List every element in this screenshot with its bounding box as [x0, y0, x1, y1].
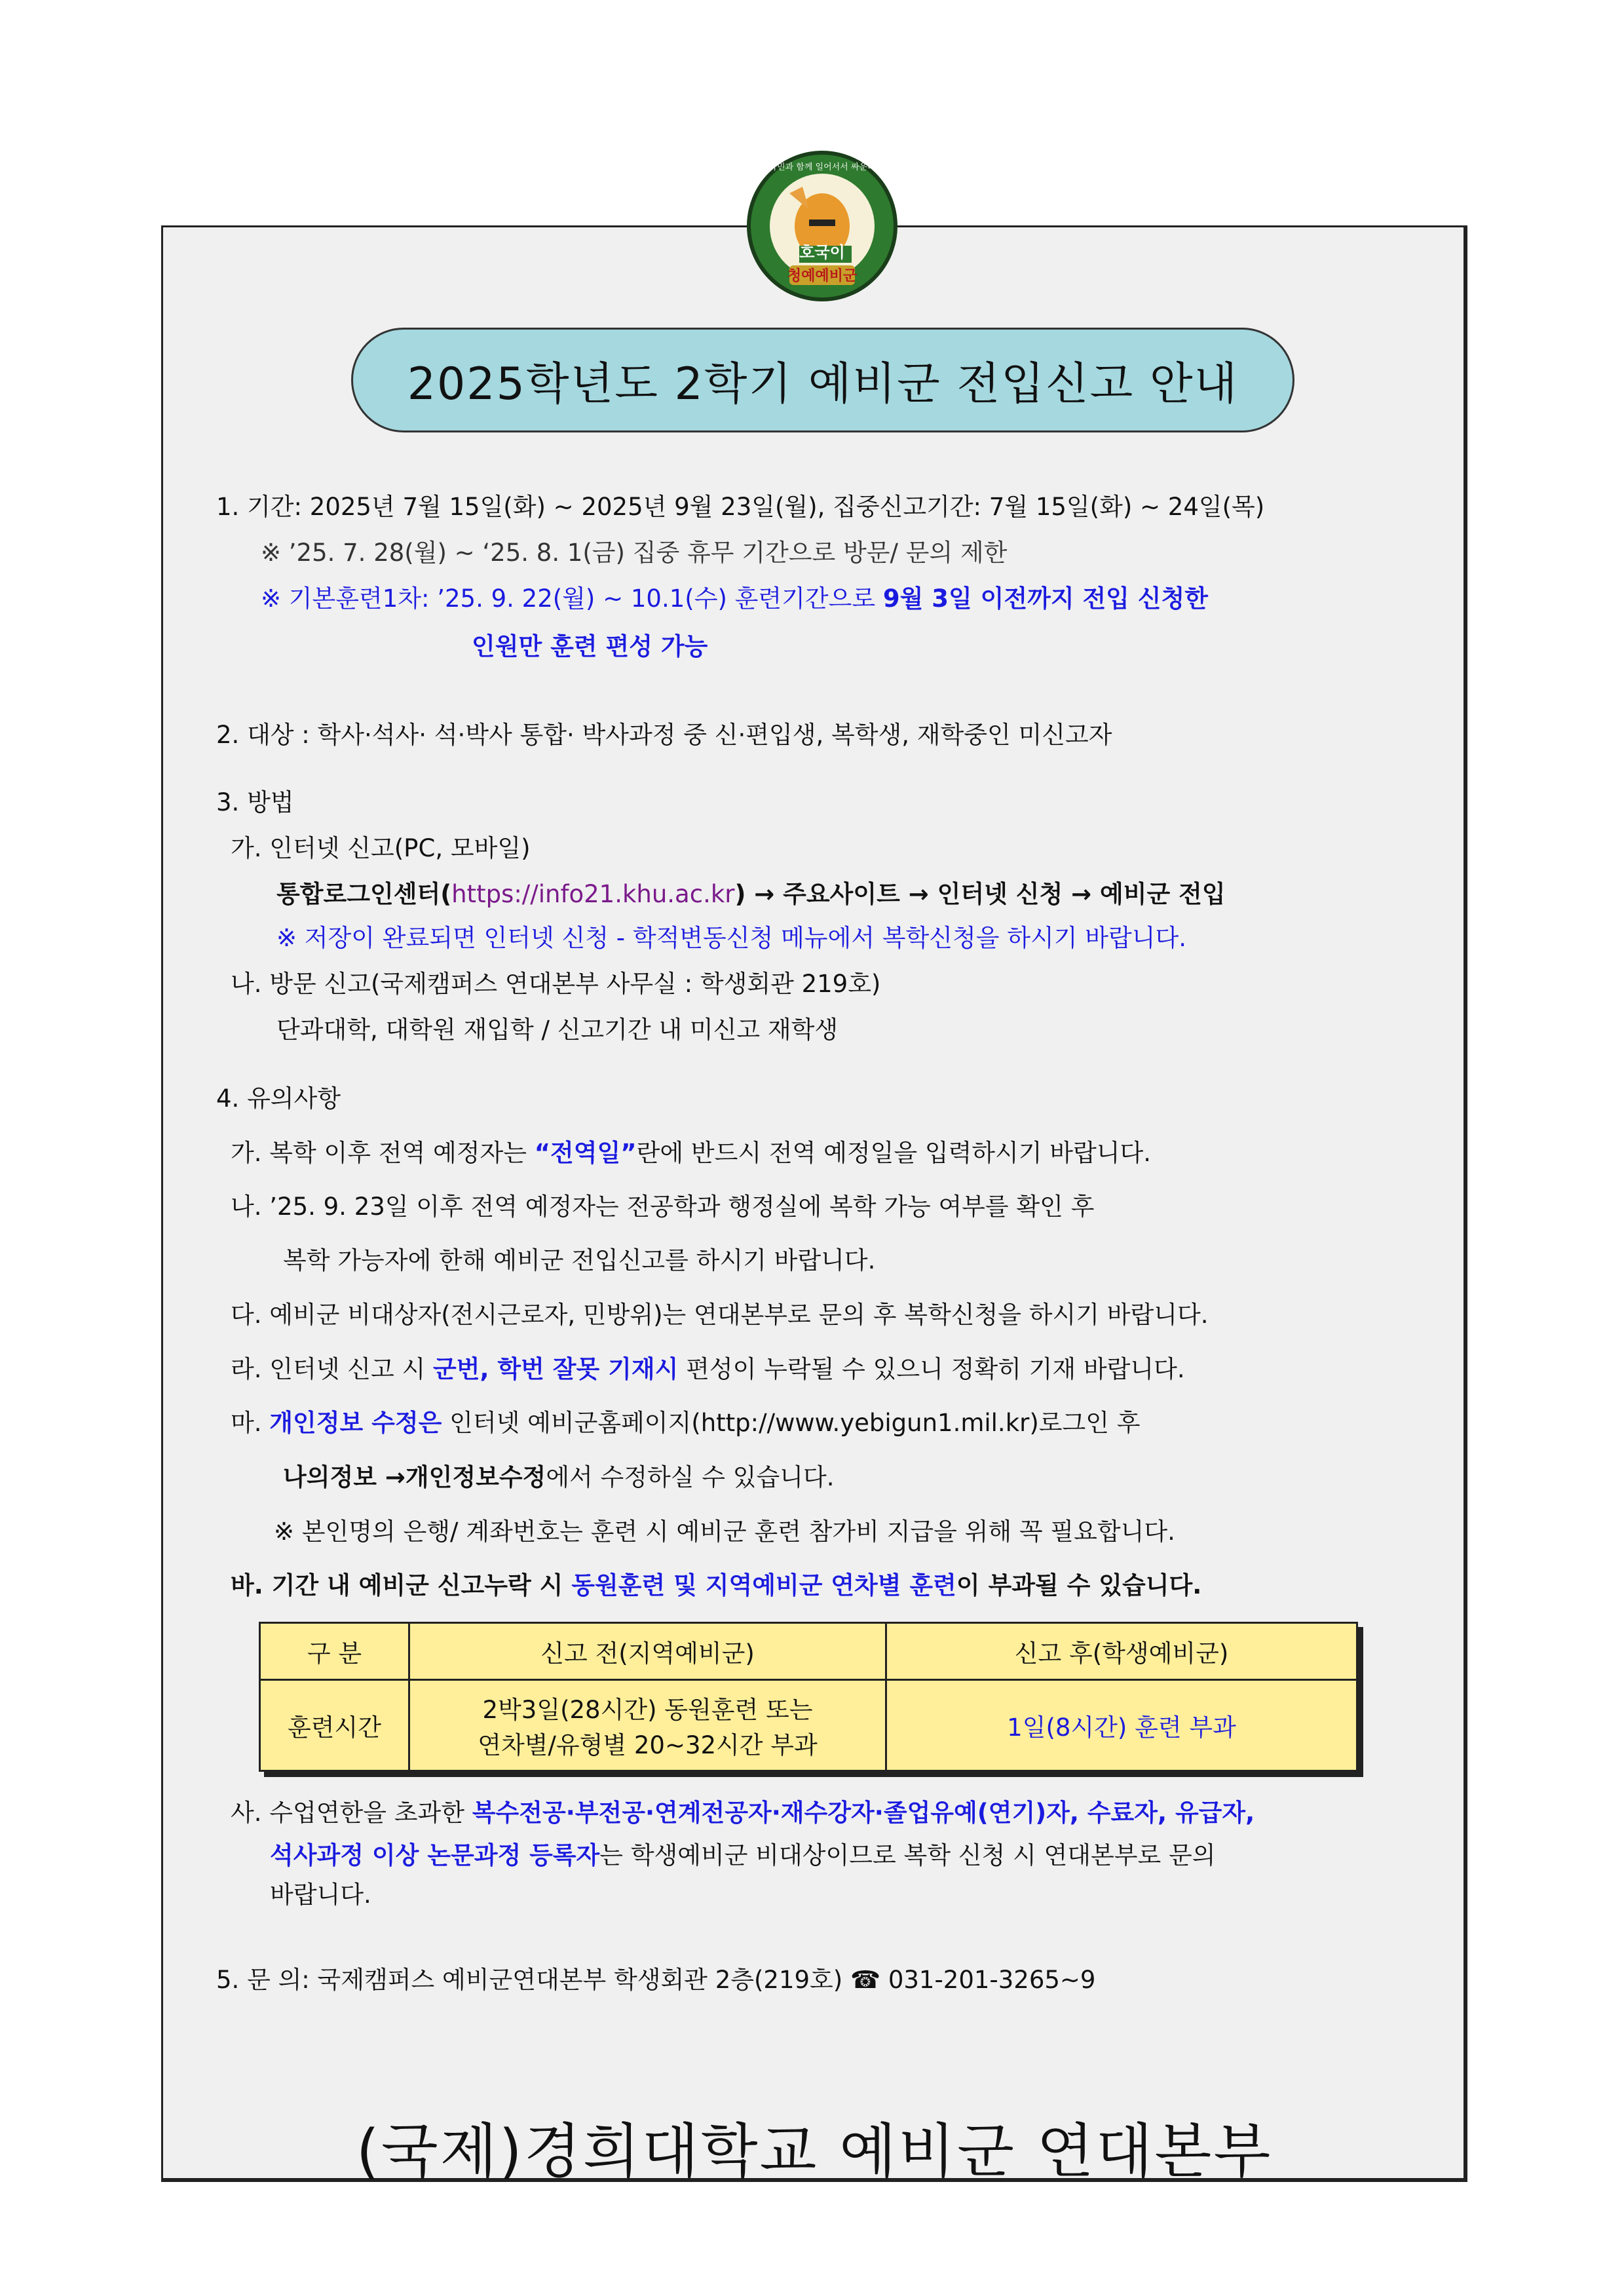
s4-ma-2 [283, 1463, 835, 1492]
table-cell-before [409, 1680, 886, 1771]
s4-ra-a: 라. 인터넷 신고 시 [231, 1355, 433, 1383]
s4-ma-c: 인터넷 예비군홈페이지(http://www.yebigun1.mil.kr)로그인 후 [442, 1409, 1141, 1437]
s4-da: 다. 예비군 비대상자(전시근로자, 민방위)는 연대본부로 문의 후 복학신청을 하시기 바랍니다. [231, 1301, 1209, 1329]
s1-note-training-b: 9월 3일 이전까지 전입 신청한 [882, 584, 1209, 613]
s4-ma2-b: 에서 수정하실 수 있습니다. [546, 1463, 835, 1491]
s4-na-2: 복학 가능자에 한해 예비군 전입신고를 하시기 바랍니다. [283, 1246, 876, 1274]
table-header-before: 신고 전(지역예비군) [409, 1623, 886, 1680]
s2-target: 2. 대상 : 학사·석사· 석·박사 통합· 박사과정 중 신·편입생, 복학생, 재학중인 미신고자 [216, 721, 1112, 749]
s4-ga-c: 란에 반드시 전역 예정일을 입력하시기 바랍니다. [636, 1139, 1152, 1167]
emblem-bottom-text: 청예예비군 [787, 268, 858, 284]
s1-note-training-a: ※ 기본훈련1차: ’25. 9. 22(월) ~ 10.1(수) 훈련기간으로 [261, 584, 883, 613]
info21-link[interactable]: https://info21.khu.ac.kr [451, 880, 735, 908]
s4-ma [231, 1409, 1141, 1438]
s3-na: 나. 방문 신고(국제캠퍼스 연대본부 사무실 : 학생회관 219호) [231, 970, 881, 998]
s4-na-1: 나. ’25. 9. 23일 이후 전역 예정자는 전공학과 행정실에 복학 가능 여부를 확인 후 [231, 1193, 1095, 1221]
s4-ma-note: ※ 본인명의 은행/ 계좌번호는 훈련 시 예비군 훈련 참가비 지급을 위해 꼭 필요합니다. [274, 1518, 1175, 1546]
s4-sa-b: 복수전공·부전공·연계전공자·재수강자·졸업유예(연기)자, 수료자, 유급자, [472, 1799, 1255, 1827]
s3-ga-path [276, 880, 1226, 909]
s4-ma-a: 마. [231, 1409, 270, 1437]
s1-period: 1. 기간: 2025년 7월 15일(화) ~ 2025년 9월 23일(월), 집중신고기간: 7월 15일(화) ~ 24일(목) [216, 493, 1265, 521]
training-comparison-table [259, 1622, 1358, 1772]
s4-ba [231, 1571, 1201, 1600]
s4-ba-a: 바. 기간 내 예비군 신고누락 시 [231, 1571, 572, 1599]
s3-ga-path-a: 통합로그인센터( [276, 880, 452, 908]
emblem-top-text: 국민과 함께 일어서서 싸운다 [768, 163, 876, 172]
table-cell-before-2: 연차별/유형별 20~32시간 부과 [478, 1731, 818, 1759]
s4-ra [231, 1355, 1185, 1384]
s3-ga: 가. 인터넷 신고(PC, 모바일) [231, 834, 531, 862]
s4-ma2-a: 나의정보 →개인정보수정 [283, 1463, 546, 1491]
s4-ma-b: 개인정보 수정은 [269, 1409, 442, 1437]
s1-note-holiday: ※ ’25. 7. 28(월) ~ ‘25. 8. 1(금) 집중 휴무 기간으로 방문/ 문의 제한 [261, 539, 1008, 567]
s4-ba-b: 동원훈련 및 지역예비군 연차별 훈련 [571, 1571, 956, 1599]
s4-ra-b: 군번, 학번 잘못 기재시 [433, 1355, 679, 1383]
s4-ga-a: 가. 복학 이후 전역 예정자는 [231, 1139, 535, 1167]
table-cell-after: 1일(8시간) 훈련 부과 [886, 1680, 1357, 1771]
table-header-after: 신고 후(학생예비군) [886, 1623, 1357, 1680]
s4-sa-2 [270, 1841, 1215, 1870]
s4-sa-3: 바랍니다. [270, 1881, 371, 1909]
table-row-label: 훈련시간 [260, 1680, 409, 1771]
page-title: 2025학년도 2학기 예비군 전입신고 안내 [351, 328, 1294, 432]
s3-heading: 3. 방법 [216, 788, 294, 816]
s1-note-training [261, 584, 1208, 613]
table-cell-before-1: 2박3일(28시간) 동원훈련 또는 [482, 1696, 813, 1724]
s4-ga-b: “전역일” [534, 1139, 637, 1167]
s4-sa2-a: 석사과정 이상 논문과정 등록자 [270, 1841, 600, 1869]
s4-ra-c: 편성이 누락될 수 있으니 정확히 기재 바랍니다. [678, 1355, 1185, 1383]
emblem-name: 호국이 [799, 243, 845, 261]
s4-heading: 4. 유의사항 [216, 1084, 341, 1113]
s4-ga [231, 1139, 1151, 1168]
footer-organization: (국제)경희대학교 예비군 연대본부 [356, 2117, 1273, 2186]
s4-sa-a: 사. 수업연한을 초과한 [231, 1799, 472, 1827]
s3-ga-path-b: ) → 주요사이트 → 인터넷 신청 → 예비군 전입 [734, 880, 1226, 908]
s5-contact: 5. 문 의: 국제캠퍼스 예비군연대본부 학생회관 2층(219호) ☎ 031-201-3265~9 [216, 1966, 1096, 1994]
s3-na-detail: 단과대학, 대학원 재입학 / 신고기간 내 미신고 재학생 [276, 1016, 839, 1044]
s4-sa2-b: 는 학생예비군 비대상이므로 복학 신청 시 연대본부로 문의 [599, 1841, 1216, 1869]
s4-ba-c: 이 부과될 수 있습니다. [956, 1571, 1202, 1599]
s3-ga-note: ※ 저장이 완료되면 인터넷 신청 - 학적변동신청 메뉴에서 복학신청을 하시기 바랍니다. [276, 924, 1186, 952]
table-header-category: 구 분 [260, 1623, 409, 1680]
s4-sa [231, 1799, 1255, 1827]
s1-note-training-c: 인원만 훈련 편성 가능 [472, 632, 708, 660]
tiger-mascot-emblem [744, 147, 901, 305]
